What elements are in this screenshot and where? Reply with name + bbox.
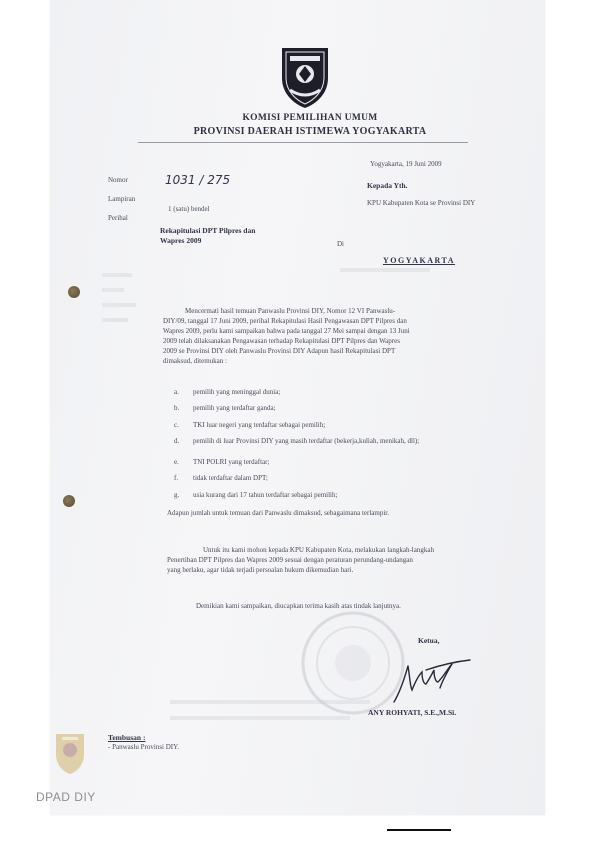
bleed-through-mark xyxy=(102,288,124,292)
finding-text: TNI POLRI yang terdaftar; xyxy=(193,458,270,466)
bottom-rule xyxy=(387,829,451,831)
bleed-through-mark xyxy=(102,318,128,322)
body-line: 2009 telah dilaksanakan Pengawasan terhadap Rekapitulasi DPT Pilpres dan Wapres xyxy=(163,337,400,345)
finding-text: tidak terdaftar dalam DPT; xyxy=(193,474,268,482)
after-list-sentence: Adapun jumlah untuk temuan dari Panwaslu dimaksud, sebagaimana terlampir. xyxy=(167,509,390,517)
perihal-value-line-2: Wapres 2009 xyxy=(160,236,202,245)
body-line: yang berlaku, agar tidak terjadi persoalan hukum dikemudian hari. xyxy=(167,566,354,574)
signatory-role: Ketua, xyxy=(418,636,440,645)
finding-letter: b. xyxy=(174,404,180,412)
letterhead-line-1: KOMISI PEMILIHAN UMUM xyxy=(242,113,378,123)
body-line: Mencermati hasil temuan Panwaslu Provinsi DIY, Nomor 12 VI Panwaslu- xyxy=(185,307,396,315)
body-line: DIY/09, tanggal 17 Juni 2009, perihal Rekapitulasi Hasil Pengawasan DPT Pilpres dan xyxy=(163,317,407,325)
closing-sentence: Demikian kami sampaikan, diucapkan terima kasih atas tindak lanjutnya. xyxy=(196,602,401,610)
finding-letter: g. xyxy=(174,491,180,499)
finding-text: pemilih yang meninggal dunia; xyxy=(193,388,281,396)
finding-letter: d. xyxy=(174,437,180,445)
signatory-name: ANY ROHYATI, S.E.,M.Si. xyxy=(368,708,457,717)
body-line: Wapres 2009, perlu kami sampaikan bahwa pada tanggal 27 Mei sampai dengan 13 Juni xyxy=(163,327,410,335)
finding-text: pemilih di luar Provinsi DIY yang masih terdaftar (bekerja,kuliah, menikah, dll); xyxy=(193,437,420,445)
bleed-through-mark xyxy=(102,303,136,307)
recipient-di: Di xyxy=(337,240,344,248)
punch-hole xyxy=(68,286,80,298)
finding-letter: f. xyxy=(174,474,179,482)
bleed-through-mark xyxy=(102,273,132,277)
body-paragraph-1 xyxy=(163,306,537,366)
nomor-value: 1031 / 275 xyxy=(165,173,231,187)
finding-text: TKI luar negeri yang terdaftar sebagai pemilih; xyxy=(193,421,326,429)
perihal-label: Perihal xyxy=(108,214,128,222)
scanned-letter-page xyxy=(50,0,545,815)
lampiran-value: 1 (satu) bendel xyxy=(168,205,210,213)
recipient-city: YOGYAKARTA xyxy=(383,256,456,265)
tembusan-label: Tembusan : xyxy=(108,733,146,742)
body-paragraph-2 xyxy=(167,545,537,575)
body-line: dimaksud, ditemukan : xyxy=(163,357,227,365)
body-line: Penertiban DPT Pilpres dan Wapres 2009 sesuai dengan peraturan perundang-undangan xyxy=(167,556,413,564)
finding-letter: e. xyxy=(174,458,179,466)
nomor-label: Nomor xyxy=(108,176,128,184)
place-date: Yogyakarta, 19 Juni 2009 xyxy=(370,160,442,168)
body-line: 2009 se Provinsi DIY oleh Panwaslu Provinsi DIY Adapun hasil Rekapitulasi DPT xyxy=(163,347,396,355)
perihal-value-line-1: Rekapitulasi DPT Pilpres dan xyxy=(160,226,256,235)
bleed-through-mark xyxy=(340,268,430,272)
lampiran-label: Lampiran xyxy=(108,195,136,203)
tembusan-item: - Panwaslu Provinsi DIY. xyxy=(108,743,180,751)
archive-watermark-text: DPAD DIY xyxy=(36,790,96,804)
recipient-name: KPU Kabupaten Kota se Provinsi DIY xyxy=(367,199,476,207)
finding-text: pemilih yang terdaftar ganda; xyxy=(193,404,276,412)
finding-letter: c. xyxy=(174,421,179,429)
handwritten-signature xyxy=(386,652,476,707)
punch-hole xyxy=(63,495,75,507)
finding-letter: a. xyxy=(174,388,179,396)
letterhead-divider xyxy=(138,142,468,143)
archive-watermark-emblem xyxy=(52,728,88,776)
body-line: Untuk itu kami mohon kepada KPU Kabupaten Kota, melakukan langkah-langkah xyxy=(203,546,434,554)
recipient-kepada: Kepada Yth. xyxy=(367,181,408,190)
kpu-emblem-logo xyxy=(276,44,334,110)
letterhead-line-2: PROVINSI DAERAH ISTIMEWA YOGYAKARTA xyxy=(193,126,427,137)
finding-text: usia kurang dari 17 tahun terdaftar sebagai pemilih; xyxy=(193,491,338,499)
